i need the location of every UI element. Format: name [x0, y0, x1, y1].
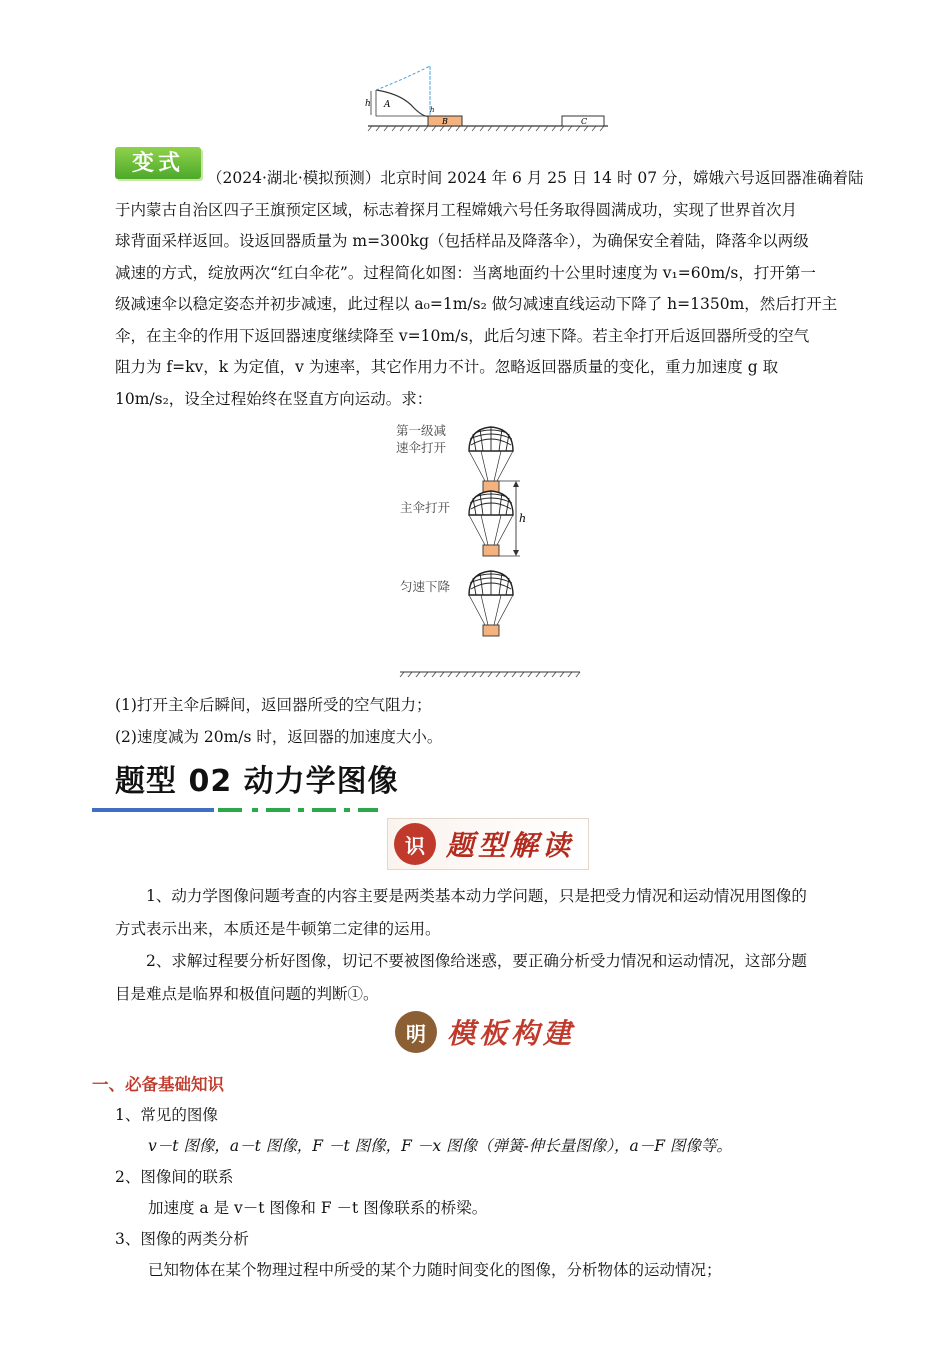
variant-badge: 变式 — [115, 147, 201, 179]
variant-line-4: 减速的方式，绽放两次“红白伞花”。过程简化如图：当离地面约十公里时速度为 v₁=60m/s，打开第一 — [115, 263, 816, 282]
banner-circle: 明 — [395, 1011, 437, 1053]
title-dash — [218, 808, 242, 812]
top-figure — [362, 60, 612, 135]
item-1-title: 1、常见的图像 — [115, 1106, 218, 1124]
item-1-body: v－t 图像，a－t 图像，F －t 图像，F －x 图像（弹簧-伸长量图像），a－F 图像等。 — [148, 1137, 732, 1155]
variant-text — [115, 163, 864, 415]
parachute-figure — [380, 415, 590, 685]
item-2-title: 2、图像间的联系 — [115, 1168, 234, 1186]
variant-line-8: 10m/s₂，设全过程始终在竖直方向运动。求： — [115, 389, 433, 408]
item-2-body: 加速度 a 是 v－t 图像和 F －t 图像联系的桥梁。 — [148, 1199, 488, 1217]
title-dash — [344, 808, 350, 812]
banner-template — [395, 1007, 585, 1057]
label-c: C — [581, 117, 588, 126]
variant-line-7: 阻力为 f=kv，k 为定值，v 为速率，其它作用力不计。忽略返回器质量的变化，重力加速度 g 取 — [115, 358, 779, 376]
item-3-body: 已知物体在某个物理过程中所受的某个力随时间变化的图像，分析物体的运动情况； — [148, 1261, 722, 1279]
title-underline — [92, 808, 214, 812]
stage3-label: 匀速下降 — [400, 579, 451, 594]
banner-text: 题型解读 — [446, 829, 575, 862]
section-title: 题型 02 动力学图像 — [115, 764, 399, 799]
question-1: (1)打开主伞后瞬间，返回器所受的空气阻力； — [115, 696, 432, 714]
label-b: B — [442, 117, 448, 126]
banner-text: 模板构建 — [447, 1017, 576, 1050]
stage1-label-a: 第一级减 — [396, 423, 447, 438]
label-a: A — [384, 100, 391, 110]
stage1-label-b: 速伞打开 — [396, 440, 447, 455]
label-b-height: h — [430, 106, 435, 114]
stage2-label: 主伞打开 — [400, 500, 451, 515]
title-dash — [298, 808, 304, 812]
title-dash — [266, 808, 290, 812]
title-dash — [312, 808, 336, 812]
banner-circle: 识 — [394, 823, 436, 865]
intro-line-1: 1、动力学图像问题考查的内容主要是两类基本动力学问题，只是把受力情况和运动情况用图像的 — [146, 887, 807, 905]
intro-line-4: 目是难点是临界和极值问题的判断①。 — [115, 984, 379, 1003]
variant-line-6: 伞，在主伞的作用下返回器速度继续降至 v=10m/s，此后匀速下降。若主伞打开后返回器所受的空气 — [115, 326, 810, 345]
variant-line-1: （2024·湖北·模拟预测）北京时间 2024 年 6 月 25 日 14 时 07 分，嫦娥六号返回器准确着陆 — [207, 169, 864, 187]
variant-line-5: 级减速伞以稳定姿态并初步减速，此过程以 a₀=1m/s₂ 做匀减速直线运动下降了 h=1350m，然后打开主 — [115, 295, 838, 313]
question-2: (2)速度减为 20m/s 时，返回器的加速度大小。 — [115, 728, 443, 746]
intro-line-2: 方式表示出来，本质还是牛顿第二定律的运用。 — [115, 919, 441, 938]
variant-line-3: 球背面采样返回。设返回器质量为 m=300kg（包括样品及降落伞），为确保安全着陆，降落伞以两级 — [115, 232, 809, 250]
variant-line-2: 于内蒙古自治区四子王旗预定区域，标志着探月工程嫦娥六号任务取得圆满成功，实现了世界首次月 — [115, 200, 798, 219]
banner-question-type — [387, 818, 589, 870]
knowledge-heading: 一、必备基础知识 — [92, 1075, 224, 1094]
intro-line-3: 2、求解过程要分析好图像，切记不要被图像给迷惑，要正确分析受力情况和运动情况，这部分题 — [146, 952, 807, 970]
item-3-title: 3、图像的两类分析 — [115, 1230, 249, 1248]
title-dash — [358, 808, 378, 812]
h-label: h — [519, 512, 527, 525]
title-dash — [252, 808, 258, 812]
intro-text — [115, 880, 860, 1010]
label-h: h — [365, 99, 371, 109]
